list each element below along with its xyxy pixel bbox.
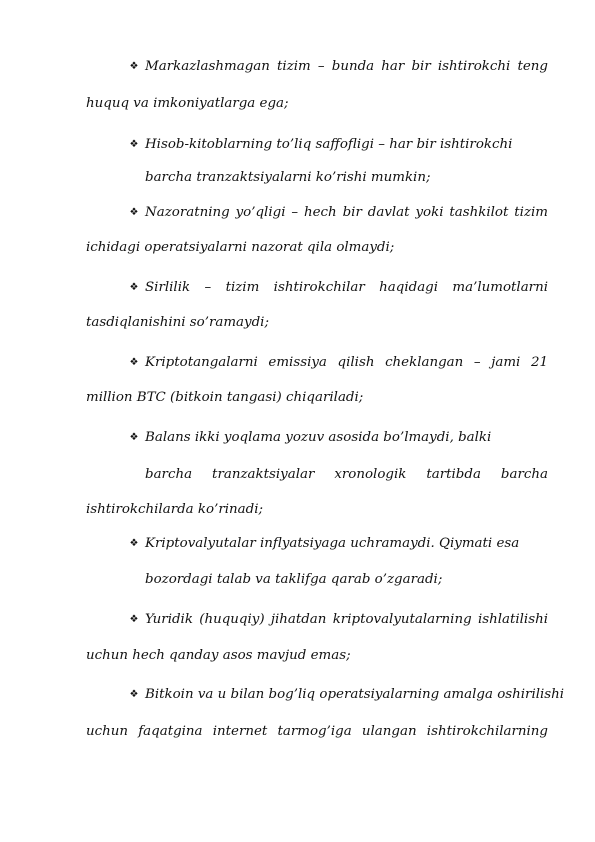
list-item-line: Kriptovalyutalar inflyatsiyaga uchramaydi. Qiymati esa (145, 536, 520, 551)
list-item-line: Sirlilik – tizim ishtirokchilar haqidagi ma’lumotlarni (145, 280, 548, 295)
list-item-line: million BTC (bitkoin tangasi) chiqariladi; (86, 390, 364, 405)
bullet-icon: ❖ (129, 689, 139, 700)
bullet-icon: ❖ (129, 538, 139, 549)
list-item-line: barcha tranzaktsiyalar xronologik tartibda barcha (145, 467, 548, 482)
bullet-icon: ❖ (129, 614, 139, 625)
list-item-line: tasdiqlanishini so’ramaydi; (86, 315, 269, 330)
list-item-line: ishtirokchilarda ko’rinadi; (86, 502, 263, 517)
list-item-line: ichidagi operatsiyalarni nazorat qila olmaydi; (86, 240, 395, 255)
list-item-line: huquq va imkoniyatlarga ega; (86, 96, 289, 111)
list-item-line: bozordagi talab va taklifga qarab o’zgaradi; (145, 572, 443, 587)
bullet-icon: ❖ (129, 357, 139, 368)
list-item-line: Kriptotangalarni emissiya qilish cheklangan – jami 21 (145, 355, 548, 370)
list-item-line: Yuridik (huquqiy) jihatdan kriptovalyutalarning ishlatilishi (145, 612, 548, 627)
list-item-line: Bitkoin va u bilan bog’liq operatsiyalarning amalga oshirilishi (145, 687, 565, 702)
list-item-line: barcha tranzaktsiyalarni ko’rishi mumkin; (145, 170, 431, 185)
bullet-icon: ❖ (129, 432, 139, 443)
list-item-line: Markazlashmagan tizim – bunda har bir ishtirokchi teng (145, 59, 548, 74)
bullet-icon: ❖ (129, 207, 139, 218)
list-item-line: Balans ikki yoqlama yozuv asosida bo’lmaydi, balki (145, 430, 492, 445)
bullet-icon: ❖ (129, 282, 139, 293)
list-item-line: Nazoratning yo’qligi – hech bir davlat yoki tashkilot tizim (145, 205, 548, 220)
list-item-line: uchun faqatgina internet tarmog’iga ulangan ishtirokchilarning (86, 724, 548, 739)
bullet-icon: ❖ (129, 61, 139, 72)
list-item-line: uchun hech qanday asos mavjud emas; (86, 648, 351, 663)
bullet-icon: ❖ (129, 139, 139, 150)
list-item-line: Hisob-kitoblarning to’liq saffofligi – har bir ishtirokchi (145, 137, 513, 152)
